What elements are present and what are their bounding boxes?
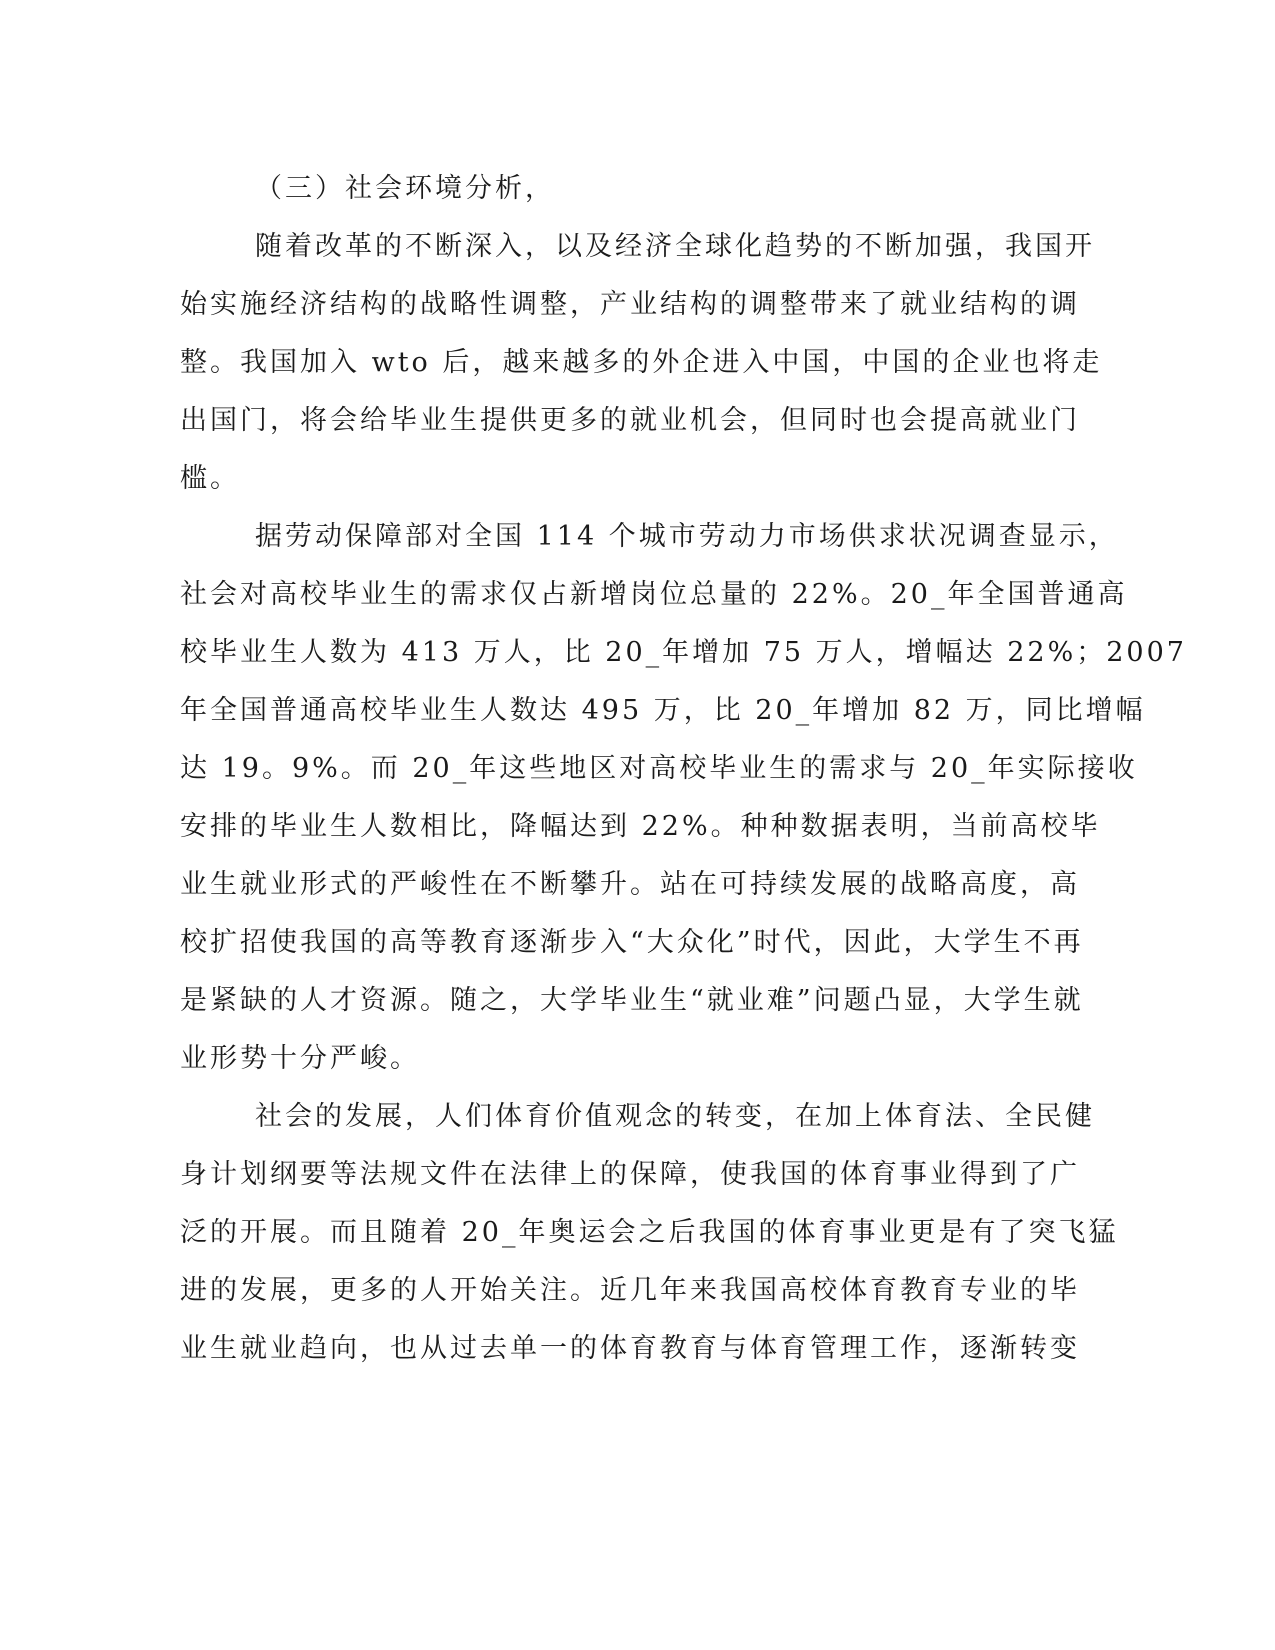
paragraph-2-line-6: 安排的毕业生人数相比，降幅达到 22%。种种数据表明，当前高校毕 [180, 811, 1101, 842]
paragraph-3-line-5: 业生就业趋向，也从过去单一的体育教育与体育管理工作，逐渐转变 [180, 1333, 1080, 1364]
paragraph-1-line-3: 整。我国加入 wto 后，越来越多的外企进入中国，中国的企业也将走 [180, 347, 1103, 378]
section-heading: （三）社会环境分析， [255, 173, 555, 204]
paragraph-2-line-4: 年全国普通高校毕业生人数达 495 万，比 20_年增加 82 万，同比增幅 [180, 695, 1146, 726]
paragraph-2-line-7: 业生就业形式的严峻性在不断攀升。站在可持续发展的战略高度，高 [180, 869, 1080, 900]
paragraph-2-line-10: 业形势十分严峻。 [180, 1043, 420, 1074]
paragraph-3-line-4: 进的发展，更多的人开始关注。近几年来我国高校体育教育专业的毕 [180, 1275, 1080, 1306]
paragraph-2-line-2: 社会对高校毕业生的需求仅占新增岗位总量的 22%。20_年全国普通高 [180, 579, 1128, 610]
paragraph-1-line-5: 槛。 [180, 463, 240, 494]
paragraph-2-line-9: 是紧缺的人才资源。随之，大学毕业生“就业难”问题凸显，大学生就 [180, 985, 1084, 1016]
paragraph-3-line-1: 社会的发展，人们体育价值观念的转变，在加上体育法、全民健 [255, 1101, 1095, 1132]
paragraph-1-line-2: 始实施经济结构的战略性调整，产业结构的调整带来了就业结构的调 [180, 289, 1080, 320]
document-body [180, 160, 1187, 1378]
paragraph-1-line-4: 出国门，将会给毕业生提供更多的就业机会，但同时也会提高就业门 [180, 405, 1080, 436]
paragraph-1-line-1: 随着改革的不断深入，以及经济全球化趋势的不断加强，我国开 [255, 231, 1095, 262]
paragraph-2-line-3: 校毕业生人数为 413 万人，比 20_年增加 75 万人，增幅达 22%；2007 [180, 637, 1187, 668]
paragraph-3-line-2: 身计划纲要等法规文件在法律上的保障，使我国的体育事业得到了广 [180, 1159, 1080, 1190]
paragraph-2-line-5: 达 19。9%。而 20_年这些地区对高校毕业生的需求与 20_年实际接收 [180, 753, 1138, 784]
paragraph-2-line-8: 校扩招使我国的高等教育逐渐步入“大众化”时代，因此，大学生不再 [180, 927, 1084, 958]
paragraph-3-line-3: 泛的开展。而且随着 20_年奥运会之后我国的体育事业更是有了突飞猛 [180, 1217, 1119, 1248]
paragraph-2-line-1: 据劳动保障部对全国 114 个城市劳动力市场供求状况调查显示， [255, 521, 1119, 552]
